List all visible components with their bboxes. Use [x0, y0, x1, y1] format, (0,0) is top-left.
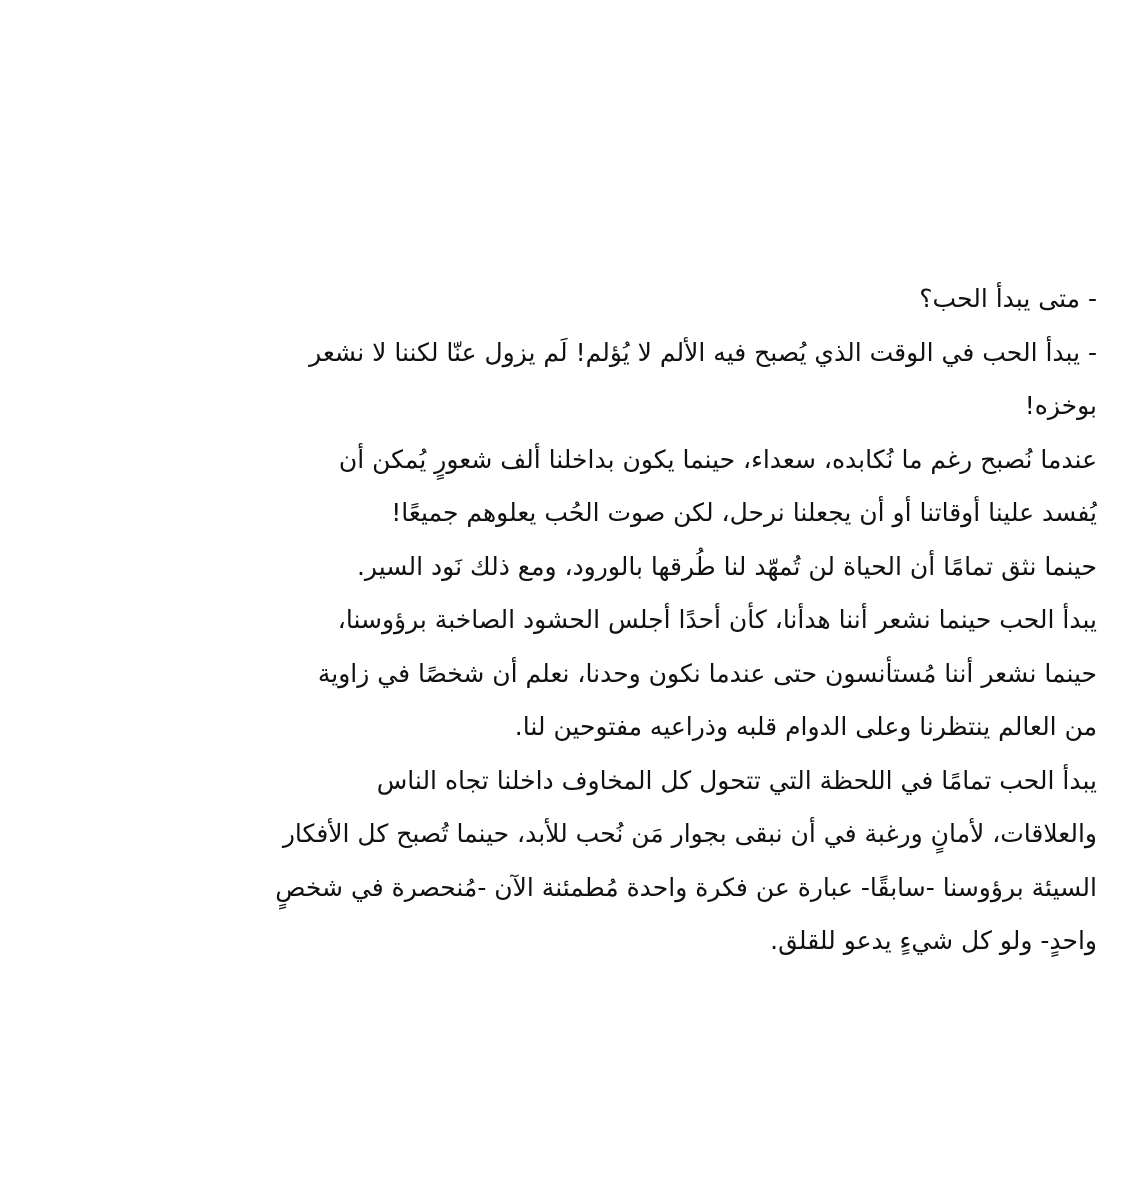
text-line: - يبدأ الحب في الوقت الذي يُصبح فيه الألم لا يُؤلم! لَم يزول عنّا لكننا لا نشعر: [309, 337, 1097, 367]
text-line: يبدأ الحب تمامًا في اللحظة التي تتحول كل المخاوف داخلنا تجاه الناس: [376, 765, 1097, 795]
text-line: عندما نُصبح رغم ما نُكابده، سعداء، حينما يكون بداخلنا ألف شعورٍ يُمكن أن: [338, 444, 1097, 474]
text-line: والعلاقات، لأمانٍ ورغبة في أن نبقى بجوار مَن نُحب للأبد، حينما تُصبح كل الأفكار: [282, 819, 1097, 848]
text-line: حينما نشعر أننا مُستأنسون حتى عندما نكون وحدنا، نعلم أن شخصًا في زاوية: [317, 658, 1097, 688]
document-text: [58, 272, 1097, 968]
text-line: حينما نثق تمامًا أن الحياة لن تُمهّد لنا طُرقها بالورود، ومع ذلك نَود السير.: [356, 551, 1097, 581]
text-line: السيئة برؤوسنا -سابقًا- عبارة عن فكرة واحدة مُطمئنة الآن -مُنحصرة في شخصٍ: [275, 872, 1097, 902]
text-line-question: - متى يبدأ الحب؟: [919, 284, 1097, 313]
text-line: بوخزه!: [1024, 391, 1097, 420]
text-line: يبدأ الحب حينما نشعر أننا هدأنا، كأن أحدًا أجلس الحشود الصاخبة برؤوسنا،: [337, 605, 1097, 634]
text-line: من العالم ينتظرنا وعلى الدوام قلبه وذراعيه مفتوحين لنا.: [514, 712, 1097, 741]
text-line: واحدٍ- ولو كل شيءٍ يدعو للقلق.: [770, 926, 1097, 955]
text-line: يُفسد علينا أوقاتنا أو أن يجعلنا نرحل، لكن صوت الحُب يعلوهم جميعًا!: [391, 498, 1097, 527]
